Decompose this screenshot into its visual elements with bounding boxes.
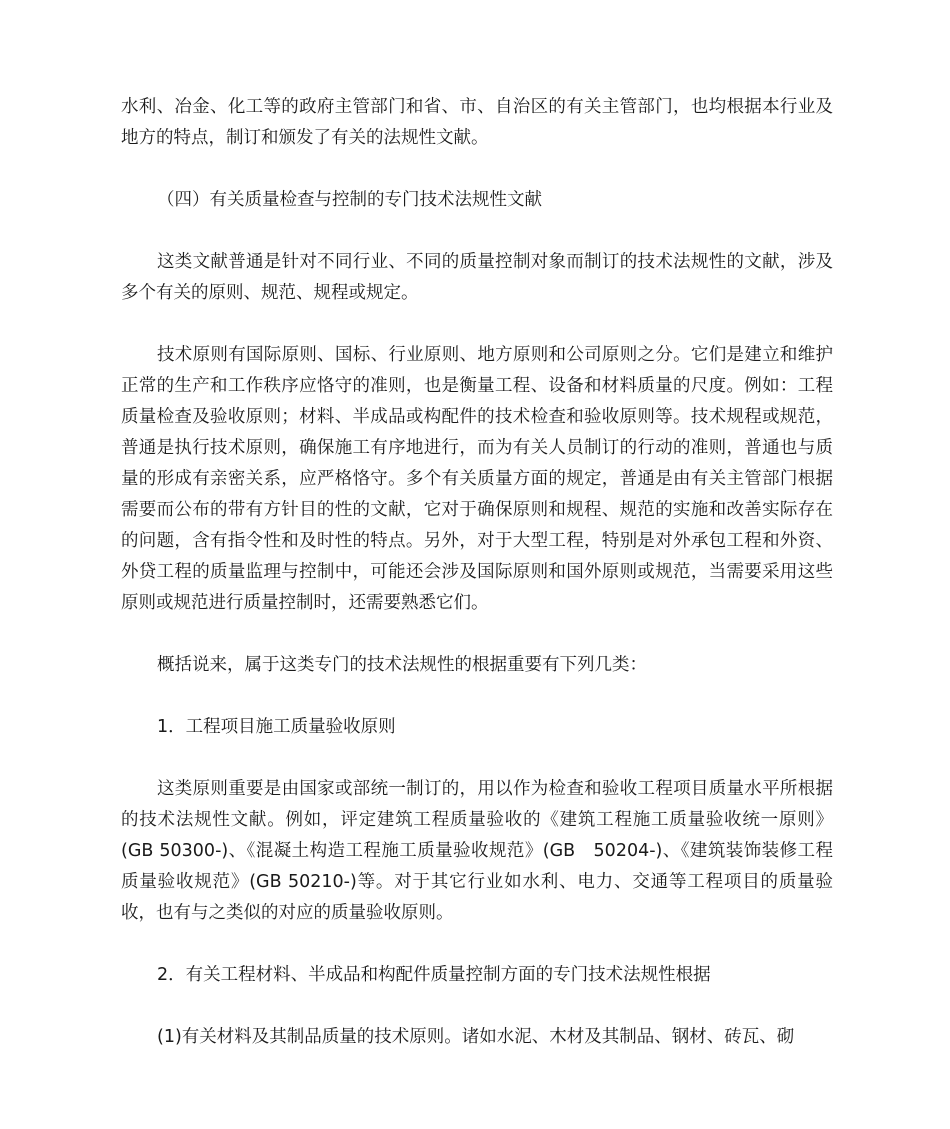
- section-heading-4: （四）有关质量检查与控制的专门技术法规性文献: [157, 190, 542, 210]
- paragraph-1: 水利、冶金、化工等的政府主管部门和省、市、自治区的有关主管部门，也均根据本行业及地方的特点，制订和颁发了有关的法规性文献。: [121, 97, 833, 148]
- subheading-1: 1．工程项目施工质量验收原则: [157, 717, 396, 737]
- subheading-2: 2．有关工程材料、半成品和构配件质量控制方面的专门技术法规性根据: [157, 965, 711, 985]
- paragraph-2: 这类文献普通是针对不同行业、不同的质量控制对象而制订的技术法规性的文献，涉及多个有关的原则、规范、规程或规定。: [121, 252, 833, 303]
- paragraph-3: 技术原则有国际原则、国标、行业原则、地方原则和公司原则之分。它们是建立和维护正常的生产和工作秩序应恪守的准则，也是衡量工程、设备和材料质量的尺度。例如：工程质量检查及验收原则；材料、半成品或构配件的技术检查和验收原则等。技术规程或规范，普通是执行技术原则，确保施工有序地进行，而为有关人员制订的行动的准则，普通也与质量的形成有亲密关系，应严格恪守。多个有关质量方面的规定，普通是由有关主管部门根据需要而公布的带有方针目的性的文献，它对于确保原则和规程、规范的实施和改善实际存在的问题，含有指令性和及时性的特点。另外，对于大型工程，特别是对外承包工程和外资、外贷工程的质量监理与控制中，可能还会涉及国际原则和国外原则或规范，当需要采用这些原则或规范进行质量控制时，还需要熟悉它们。: [121, 345, 833, 613]
- document-page: [121, 92, 833, 1084]
- paragraph-6: (1)有关材料及其制品质量的技术原则。诸如水泥、木材及其制品、钢材、砖瓦、砌: [157, 1027, 795, 1047]
- paragraph-5: 这类原则重要是由国家或部统一制订的，用以作为检查和验收工程项目质量水平所根据的技术法规性文献。例如，评定建筑工程质量验收的《建筑工程施工质量验收统一原则》(GB 50300-)、《混凝土构造工程施工质量验收规范》(GB 50204-)、《建筑装饰装修工程质量验收规范》(GB 50210-)等。对于其它行业如水利、电力、交通等工程项目的质量验收，也有与之类似的对应的质量验收原则。: [121, 779, 833, 923]
- paragraph-4: 概括说来，属于这类专门的技术法规性的根据重要有下列几类：: [157, 655, 647, 675]
